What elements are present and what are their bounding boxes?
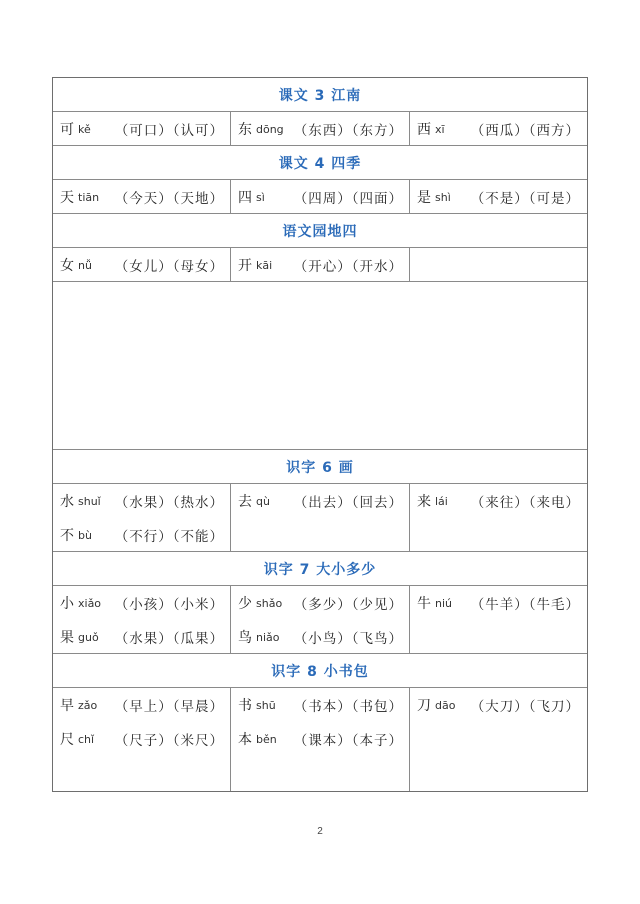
word-entry	[60, 248, 224, 282]
word-entry	[417, 180, 580, 214]
character: 去	[238, 494, 252, 510]
section-header	[53, 654, 587, 688]
word-examples: （女儿）（母女）	[114, 259, 224, 275]
word-entry	[238, 688, 403, 722]
character: 女	[60, 258, 74, 274]
word-entry	[238, 180, 403, 214]
word-examples: （四周）（四面）	[293, 191, 403, 207]
character: 西	[417, 122, 431, 138]
column	[231, 586, 410, 653]
pinyin: zǎo	[78, 698, 98, 712]
column	[53, 248, 231, 281]
word-entry	[238, 248, 403, 282]
word-examples: （可口）（认可）	[114, 123, 224, 139]
column-empty	[410, 248, 586, 281]
character: 刀	[417, 698, 431, 714]
section-body	[53, 112, 587, 146]
column	[53, 586, 231, 653]
pinyin: qù	[256, 494, 270, 508]
character: 天	[60, 190, 74, 206]
word-entry	[60, 620, 224, 654]
column	[231, 688, 410, 791]
section-header	[53, 214, 587, 248]
column	[53, 180, 231, 213]
character: 不	[60, 528, 74, 544]
word-examples: （来往）（来电）	[470, 495, 580, 511]
column	[231, 248, 410, 281]
section-title: 课文 4 四季	[278, 155, 362, 172]
character: 可	[60, 122, 74, 138]
pinyin: nǚ	[78, 258, 92, 272]
pinyin: shū	[256, 698, 276, 712]
column	[53, 688, 231, 791]
character: 牛	[417, 596, 431, 612]
word-examples: （不行）（不能）	[114, 529, 224, 545]
character: 鸟	[238, 630, 252, 646]
section-title: 语文园地四	[282, 223, 358, 240]
column	[410, 112, 586, 145]
word-entry	[238, 484, 403, 518]
character: 少	[238, 596, 252, 612]
word-examples: （书本）（书包）	[293, 699, 403, 715]
pinyin: xī	[435, 122, 445, 136]
section-header	[53, 552, 587, 586]
pinyin: shǎo	[256, 596, 283, 610]
word-examples: （牛羊）（牛毛）	[470, 597, 580, 613]
word-entry	[60, 586, 224, 620]
word-entry	[417, 112, 580, 146]
column	[53, 112, 231, 145]
character: 东	[238, 122, 252, 138]
page-number: 2	[317, 826, 323, 837]
character: 书	[238, 698, 252, 714]
pinyin: shuǐ	[78, 494, 101, 508]
column	[410, 484, 586, 551]
word-entry	[238, 722, 403, 756]
word-entry	[60, 722, 224, 756]
word-examples: （尺子）（米尺）	[114, 733, 224, 749]
section-header	[53, 146, 587, 180]
column	[410, 180, 586, 213]
section-body	[53, 248, 587, 282]
blank-area	[53, 282, 587, 450]
word-examples: （出去）（回去）	[293, 495, 403, 511]
column	[231, 484, 410, 551]
section-body	[53, 586, 587, 654]
word-examples: （今天）（天地）	[114, 191, 224, 207]
word-entry	[60, 180, 224, 214]
word-examples: （小鸟）（飞鸟）	[293, 631, 403, 647]
word-examples: （小孩）（小米）	[114, 597, 224, 613]
character: 早	[60, 698, 74, 714]
word-entry	[238, 586, 403, 620]
section-title: 识字 6 画	[286, 459, 354, 476]
word-entry	[238, 620, 403, 654]
section-body	[53, 484, 587, 552]
word-entry	[417, 688, 580, 722]
word-examples: （课本）（本子）	[293, 733, 403, 749]
character: 来	[417, 494, 431, 510]
pinyin: xiǎo	[78, 596, 102, 610]
character: 本	[238, 732, 252, 748]
pinyin: dōng	[256, 122, 284, 136]
section-header	[53, 450, 587, 484]
word-examples: （东西）（东方）	[293, 123, 403, 139]
word-entry	[417, 484, 580, 518]
section-body	[53, 688, 587, 791]
section-title: 识字 7 大小多少	[263, 561, 377, 578]
pinyin: sì	[256, 190, 265, 204]
character: 是	[417, 190, 431, 206]
pinyin: bù	[78, 528, 92, 542]
word-entry	[417, 586, 580, 620]
word-examples: （不是）（可是）	[470, 191, 580, 207]
pinyin: běn	[256, 732, 277, 746]
pinyin: lái	[435, 494, 448, 508]
word-examples: （早上）（早晨）	[114, 699, 224, 715]
pinyin: kāi	[256, 258, 273, 272]
column	[410, 586, 586, 653]
pinyin: guǒ	[78, 630, 99, 644]
column	[231, 112, 410, 145]
word-examples: （开心）（开水）	[293, 259, 403, 275]
pinyin: dāo	[435, 698, 456, 712]
pinyin: shì	[435, 190, 451, 204]
section-body	[53, 180, 587, 214]
pinyin: kě	[78, 122, 91, 136]
word-examples: （水果）（瓜果）	[114, 631, 224, 647]
character: 果	[60, 630, 74, 646]
word-entry	[60, 518, 224, 552]
section-header	[53, 78, 587, 112]
word-entry	[60, 688, 224, 722]
column	[410, 688, 586, 791]
word-examples: （水果）（热水）	[114, 495, 224, 511]
character: 开	[238, 258, 252, 274]
word-entry	[60, 484, 224, 518]
word-entry	[60, 112, 224, 146]
character: 四	[238, 190, 252, 206]
word-examples: （多少）（少见）	[293, 597, 403, 613]
vocabulary-table	[52, 77, 588, 792]
column	[53, 484, 231, 551]
pinyin: niú	[435, 596, 452, 610]
character: 尺	[60, 732, 74, 748]
pinyin: tiān	[78, 190, 100, 204]
pinyin: chǐ	[78, 732, 95, 746]
character: 小	[60, 596, 74, 612]
word-examples: （大刀）（飞刀）	[470, 699, 580, 715]
section-title: 课文 3 江南	[278, 87, 362, 104]
column	[231, 180, 410, 213]
pinyin: niǎo	[256, 630, 280, 644]
word-examples: （西瓜）（西方）	[470, 123, 580, 139]
word-entry	[238, 112, 403, 146]
section-title: 识字 8 小书包	[271, 663, 369, 680]
character: 水	[60, 494, 74, 510]
